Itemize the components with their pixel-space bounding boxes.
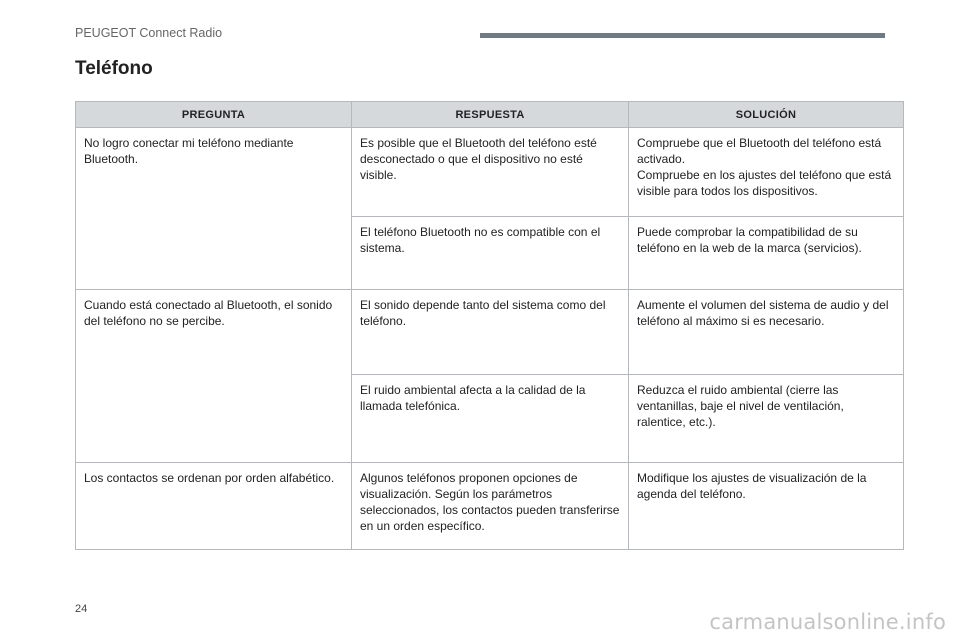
question-cell: No logro conectar mi teléfono mediante Bluetooth. [76, 128, 352, 290]
table-row [76, 290, 904, 375]
answer-cell: El teléfono Bluetooth no es compatible con el sistema. [352, 217, 629, 290]
answer-cell: Algunos teléfonos proponen opciones de visualización. Según los parámetros seleccionados, los contactos pueden transferirse en un orden específico. [352, 463, 629, 550]
table-row [76, 128, 904, 217]
question-cell: Cuando está conectado al Bluetooth, el sonido del teléfono no se percibe. [76, 290, 352, 463]
column-header-solution: SOLUCIÓN [629, 102, 904, 128]
solution-cell [629, 290, 904, 375]
table-header-row [76, 102, 904, 128]
troubleshooting-table [75, 101, 904, 550]
solution-line: Reduzca el ruido ambiental (cierre las ventanillas, baje el nivel de ventilación, ralentice, etc.). [637, 383, 844, 429]
answer-cell: El sonido depende tanto del sistema como del teléfono. [352, 290, 629, 375]
page-number: 24 [75, 603, 88, 615]
page-title: Teléfono [75, 58, 153, 79]
answer-cell: El ruido ambiental afecta a la calidad de la llamada telefónica. [352, 375, 629, 463]
running-head: PEUGEOT Connect Radio [75, 26, 223, 40]
column-header-question: PREGUNTA [76, 102, 352, 128]
watermark: carmanualsonline.info [709, 610, 946, 634]
solution-line: Compruebe en los ajustes del teléfono que está visible para todos los dispositivos. [637, 168, 892, 198]
table-row [76, 463, 904, 550]
solution-cell [629, 128, 904, 217]
solution-line: Puede comprobar la compatibilidad de su teléfono en la web de la marca (servicios). [637, 225, 862, 255]
solution-line: Modifique los ajustes de visualización de la agenda del teléfono. [637, 471, 867, 501]
column-header-answer: RESPUESTA [352, 102, 629, 128]
solution-cell [629, 463, 904, 550]
solution-line: Aumente el volumen del sistema de audio y del teléfono al máximo si es necesario. [637, 298, 889, 328]
answer-cell: Es posible que el Bluetooth del teléfono esté desconectado o que el dispositivo no esté visible. [352, 128, 629, 217]
header-bar [480, 33, 885, 38]
solution-cell [629, 217, 904, 290]
question-cell: Los contactos se ordenan por orden alfabético. [76, 463, 352, 550]
solution-cell [629, 375, 904, 463]
solution-line: Compruebe que el Bluetooth del teléfono está activado. [637, 136, 882, 166]
